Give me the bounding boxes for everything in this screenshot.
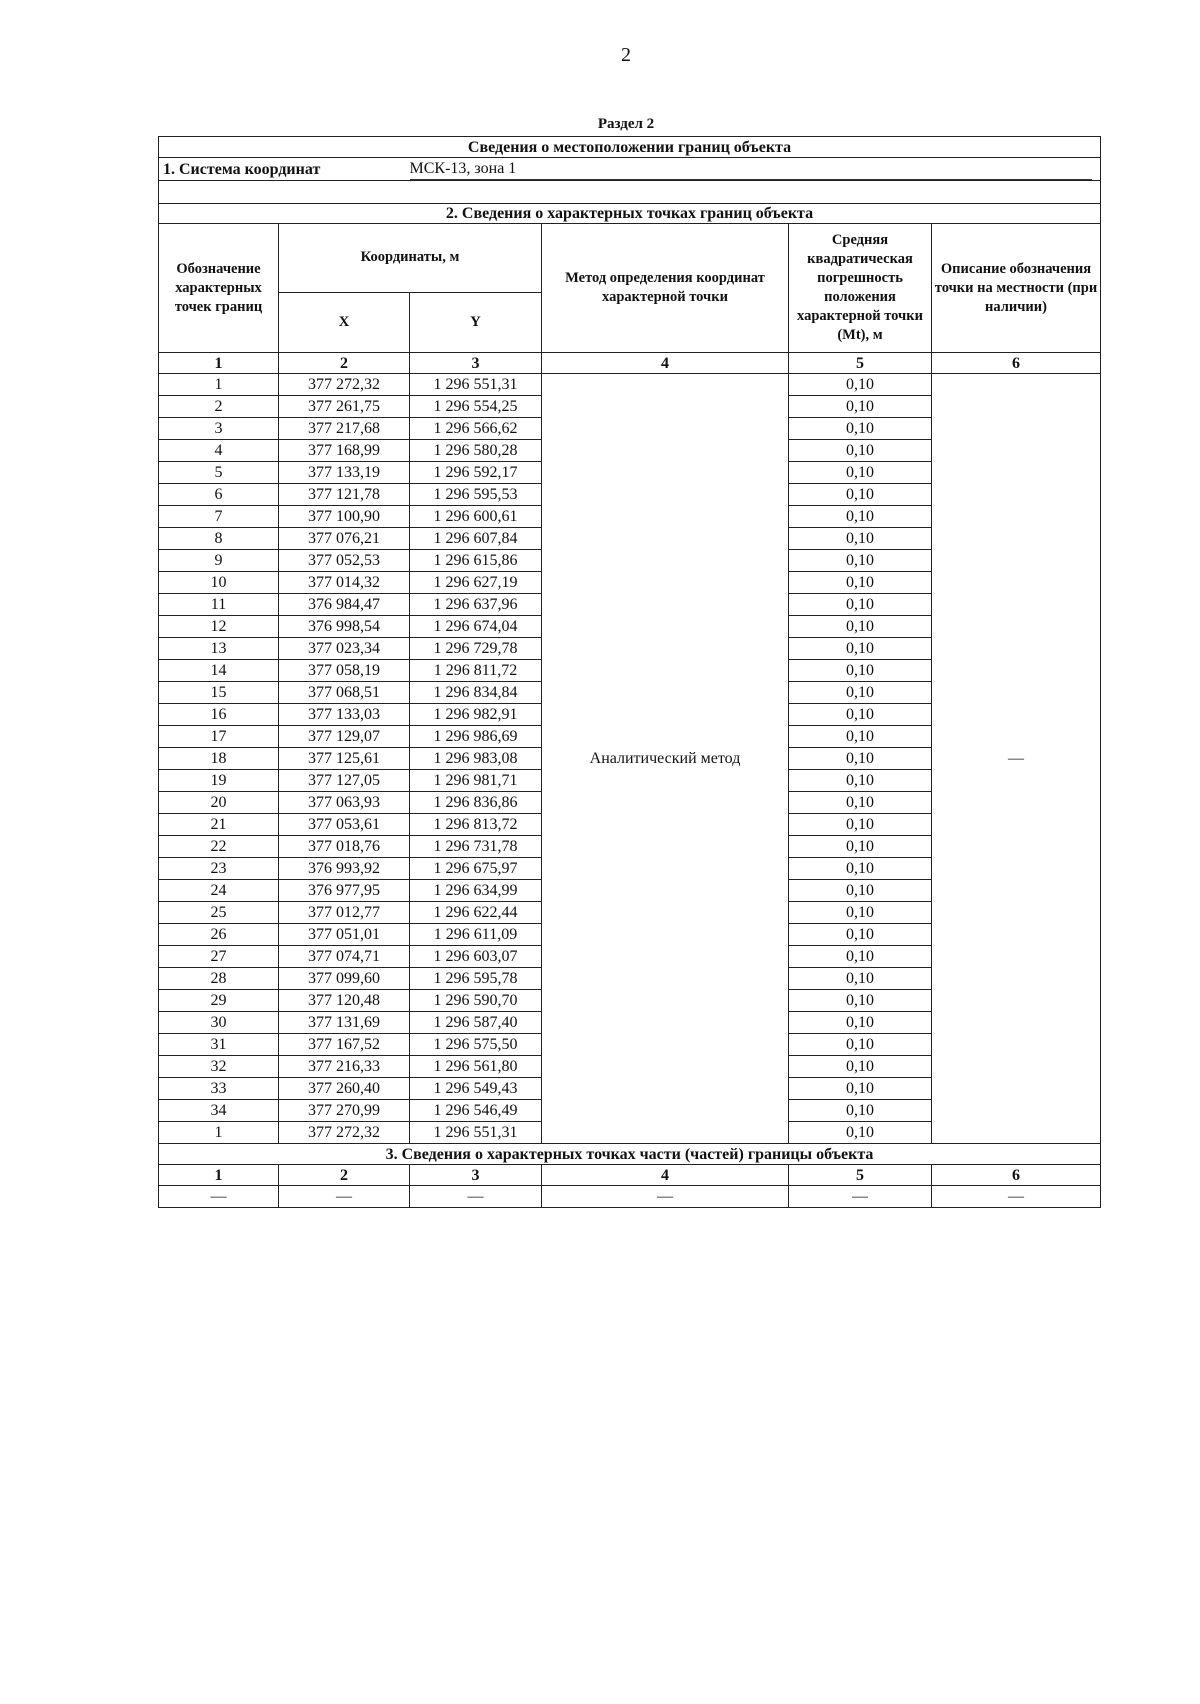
point-x: 377 120,48 [279,990,410,1012]
point-number: 16 [159,704,279,726]
point-number: 33 [159,1078,279,1100]
point-y: 1 296 731,78 [410,836,542,858]
parts-cell-3: — [410,1186,542,1208]
parts-col-num-6: 6 [932,1165,1101,1186]
point-y: 1 296 551,31 [410,374,542,396]
point-y: 1 296 615,86 [410,550,542,572]
point-number: 20 [159,792,279,814]
point-mt: 0,10 [789,506,932,528]
point-number: 21 [159,814,279,836]
point-x: 376 998,54 [279,616,410,638]
point-y: 1 296 566,62 [410,418,542,440]
point-y: 1 296 554,25 [410,396,542,418]
parts-cell-4: — [542,1186,789,1208]
parts-col-num-4: 4 [542,1165,789,1186]
point-x: 377 270,99 [279,1100,410,1122]
point-y: 1 296 600,61 [410,506,542,528]
point-mt: 0,10 [789,484,932,506]
coord-system-value: МСК-13, зона 1 [410,159,1093,180]
point-number: 1 [159,1122,279,1144]
point-x: 377 133,19 [279,462,410,484]
point-number: 5 [159,462,279,484]
point-number: 17 [159,726,279,748]
point-number: 26 [159,924,279,946]
point-x: 377 099,60 [279,968,410,990]
points-section-title: 2. Сведения о характерных точках границ объекта [159,204,1101,224]
point-x: 377 272,32 [279,374,410,396]
point-x: 377 131,69 [279,1012,410,1034]
point-number: 14 [159,660,279,682]
point-y: 1 296 627,19 [410,572,542,594]
point-mt: 0,10 [789,902,932,924]
point-x: 377 014,32 [279,572,410,594]
point-mt: 0,10 [789,572,932,594]
point-x: 376 977,95 [279,880,410,902]
point-number: 6 [159,484,279,506]
point-number: 32 [159,1056,279,1078]
point-y: 1 296 836,86 [410,792,542,814]
point-x: 377 058,19 [279,660,410,682]
point-x: 377 217,68 [279,418,410,440]
point-mt: 0,10 [789,1122,932,1144]
point-y: 1 296 592,17 [410,462,542,484]
point-number: 8 [159,528,279,550]
parts-cell-6: — [932,1186,1101,1208]
point-number: 34 [159,1100,279,1122]
col-num-1: 1 [159,353,279,374]
point-number: 3 [159,418,279,440]
point-mt: 0,10 [789,748,932,770]
point-x: 377 052,53 [279,550,410,572]
point-x: 377 012,77 [279,902,410,924]
point-y: 1 296 607,84 [410,528,542,550]
point-number: 13 [159,638,279,660]
point-y: 1 296 551,31 [410,1122,542,1144]
point-mt: 0,10 [789,880,932,902]
point-mt: 0,10 [789,1056,932,1078]
point-mt: 0,10 [789,374,932,396]
col-num-2: 2 [279,353,410,374]
point-mt: 0,10 [789,814,932,836]
point-x: 377 168,99 [279,440,410,462]
point-x: 377 076,21 [279,528,410,550]
point-number: 28 [159,968,279,990]
parts-section-title: 3. Сведения о характерных точках части (частей) границы объекта [159,1144,1101,1165]
point-mt: 0,10 [789,660,932,682]
point-x: 377 125,61 [279,748,410,770]
point-y: 1 296 580,28 [410,440,542,462]
point-y: 1 296 622,44 [410,902,542,924]
parts-col-num-3: 3 [410,1165,542,1186]
section-title: Раздел 2 [597,116,655,132]
point-mt: 0,10 [789,1012,932,1034]
parts-cell-2: — [279,1186,410,1208]
point-x: 377 127,05 [279,770,410,792]
point-y: 1 296 813,72 [410,814,542,836]
col-num-5: 5 [789,353,932,374]
point-y: 1 296 595,78 [410,968,542,990]
point-y: 1 296 549,43 [410,1078,542,1100]
point-mt: 0,10 [789,924,932,946]
point-y: 1 296 637,96 [410,594,542,616]
point-mt: 0,10 [789,462,932,484]
point-x: 377 074,71 [279,946,410,968]
parts-col-num-5: 5 [789,1165,932,1186]
point-number: 7 [159,506,279,528]
point-x: 377 051,01 [279,924,410,946]
point-y: 1 296 983,08 [410,748,542,770]
point-number: 1 [159,374,279,396]
point-x: 377 167,52 [279,1034,410,1056]
point-x: 377 068,51 [279,682,410,704]
point-number: 4 [159,440,279,462]
point-number: 22 [159,836,279,858]
point-x: 376 993,92 [279,858,410,880]
point-y: 1 296 675,97 [410,858,542,880]
point-mt: 0,10 [789,638,932,660]
point-number: 23 [159,858,279,880]
header-error: Средняя квадратическая погрешность положения характерной точки (Mt), м [789,224,932,353]
point-y: 1 296 982,91 [410,704,542,726]
column-numbers-row [159,353,1101,374]
point-mt: 0,10 [789,792,932,814]
point-mt: 0,10 [789,418,932,440]
table-row [159,374,1101,396]
header-description: Описание обозначения точки на местности (при наличии) [932,224,1101,353]
table-title-row [159,137,1101,158]
point-mt: 0,10 [789,1034,932,1056]
parts-cell-5: — [789,1186,932,1208]
point-y: 1 296 986,69 [410,726,542,748]
point-y: 1 296 595,53 [410,484,542,506]
point-x: 377 053,61 [279,814,410,836]
point-y: 1 296 981,71 [410,770,542,792]
table-title: Сведения о местоположении границ объекта [159,137,1101,158]
point-mt: 0,10 [789,440,932,462]
point-number: 31 [159,1034,279,1056]
point-y: 1 296 603,07 [410,946,542,968]
point-x: 377 260,40 [279,1078,410,1100]
point-y: 1 296 729,78 [410,638,542,660]
point-x: 377 023,34 [279,638,410,660]
point-mt: 0,10 [789,836,932,858]
blank-row [159,181,1101,204]
page-number: 2 [621,44,631,66]
point-mt: 0,10 [789,726,932,748]
col-num-4: 4 [542,353,789,374]
point-number: 15 [159,682,279,704]
point-x: 377 133,03 [279,704,410,726]
point-x: 377 272,32 [279,1122,410,1144]
point-x: 377 063,93 [279,792,410,814]
coord-system-row [159,158,1101,181]
point-mt: 0,10 [789,528,932,550]
point-number: 10 [159,572,279,594]
point-y: 1 296 587,40 [410,1012,542,1034]
point-x: 377 018,76 [279,836,410,858]
boundary-table [158,136,1101,1208]
header-method: Метод определения координат характерной точки [542,224,789,353]
point-x: 377 129,07 [279,726,410,748]
parts-row [159,1186,1101,1208]
point-mt: 0,10 [789,682,932,704]
point-mt: 0,10 [789,616,932,638]
header-row-1 [159,224,1101,293]
point-mt: 0,10 [789,990,932,1012]
point-x: 377 216,33 [279,1056,410,1078]
point-number: 25 [159,902,279,924]
point-number: 30 [159,1012,279,1034]
point-x: 376 984,47 [279,594,410,616]
parts-col-num-2: 2 [279,1165,410,1186]
point-x: 377 261,75 [279,396,410,418]
point-mt: 0,10 [789,550,932,572]
col-num-3: 3 [410,353,542,374]
method-cell: Аналитический метод [542,374,789,1144]
point-y: 1 296 611,09 [410,924,542,946]
point-y: 1 296 590,70 [410,990,542,1012]
point-x: 377 100,90 [279,506,410,528]
point-number: 19 [159,770,279,792]
header-designation: Обозначение характерных точек границ [159,224,279,353]
point-mt: 0,10 [789,704,932,726]
point-mt: 0,10 [789,946,932,968]
parts-section-row [159,1144,1101,1165]
point-mt: 0,10 [789,968,932,990]
parts-col-num-1: 1 [159,1165,279,1186]
point-y: 1 296 546,49 [410,1100,542,1122]
point-number: 2 [159,396,279,418]
point-number: 24 [159,880,279,902]
point-number: 11 [159,594,279,616]
point-number: 29 [159,990,279,1012]
point-y: 1 296 674,04 [410,616,542,638]
point-y: 1 296 634,99 [410,880,542,902]
point-x: 377 121,78 [279,484,410,506]
point-mt: 0,10 [789,1078,932,1100]
point-number: 12 [159,616,279,638]
point-mt: 0,10 [789,1100,932,1122]
header-coords: Координаты, м [279,224,542,293]
header-y: Y [410,292,542,352]
point-mt: 0,10 [789,594,932,616]
point-y: 1 296 811,72 [410,660,542,682]
point-mt: 0,10 [789,396,932,418]
header-x: X [279,292,410,352]
parts-cell-1: — [159,1186,279,1208]
point-number: 27 [159,946,279,968]
point-number: 9 [159,550,279,572]
point-mt: 0,10 [789,770,932,792]
description-cell: — [932,374,1101,1144]
col-num-6: 6 [932,353,1101,374]
point-mt: 0,10 [789,858,932,880]
point-y: 1 296 834,84 [410,682,542,704]
coord-system-label: 1. Система координат [159,158,410,181]
point-y: 1 296 561,80 [410,1056,542,1078]
points-section-row [159,204,1101,224]
point-y: 1 296 575,50 [410,1034,542,1056]
parts-column-numbers-row [159,1165,1101,1186]
point-number: 18 [159,748,279,770]
